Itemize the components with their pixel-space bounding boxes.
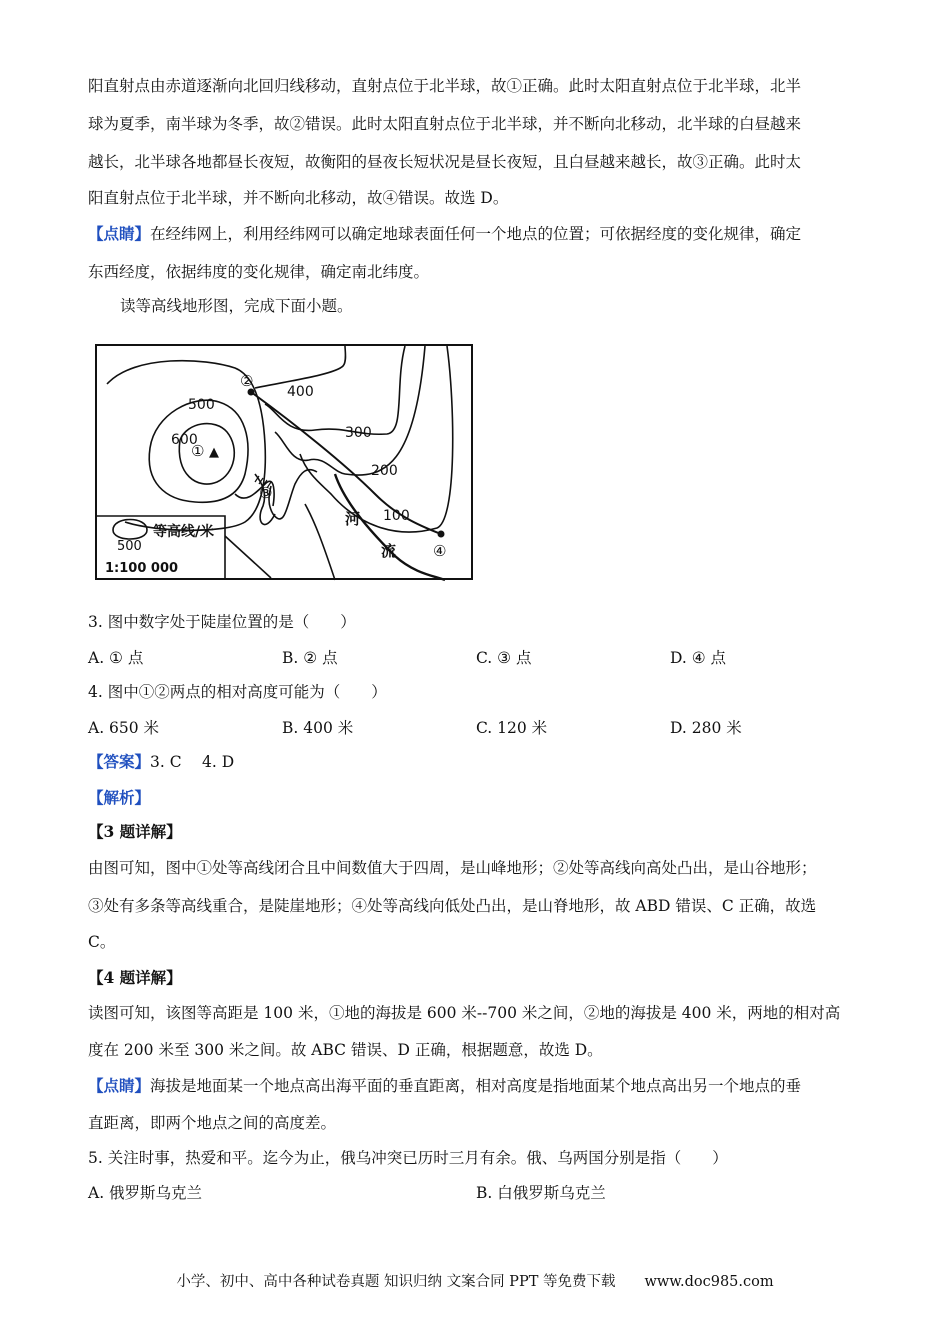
map-frame: [96, 345, 472, 579]
contour-map: [95, 344, 477, 584]
answer-line: [88, 752, 234, 772]
q4-option-d[interactable]: D. 280 米: [670, 719, 742, 737]
dianjing-block-1: [88, 224, 801, 244]
contour-label-600: 600: [171, 432, 198, 448]
dianjing-2-line-2: 直距离，即两个地点之间的高度差。: [88, 1114, 337, 1132]
paragraph-line-2: 球为夏季，南半球为冬季，故②错误。此时太阳直射点位于北半球，并不断向北移动，北半球的白昼越来: [88, 115, 802, 133]
q3-detail-tag: 【3 题详解】: [88, 822, 182, 841]
dianjing-2-text: 海拔是地面某一个地点高出海平面的垂直距离，相对高度是指地面某个地点高出另一个地点的垂: [150, 1077, 802, 1095]
q3-detail-line-1: 由图可知，图中①处等高线闭合且中间数值大于四周，是山峰地形；②处等高线向高处凸出，是山谷地形；: [88, 859, 817, 877]
legend-value: 500: [117, 539, 142, 554]
dianjing-text: 在经纬网上，利用经纬网可以确定地球表面任何一个地点的位置；可依据经度的变化规律，确定: [150, 225, 802, 243]
point-3-label: ③: [259, 484, 273, 502]
point-2-label: ②: [240, 372, 254, 390]
contour-label-100: 100: [383, 508, 410, 524]
analysis-tag: 【解析】: [88, 788, 151, 807]
q4-detail-tag: 【4 题详解】: [88, 968, 182, 987]
point-4-dot: [438, 531, 445, 538]
q4-stem: 4. 图中①②两点的相对高度可能为（ ）: [88, 683, 387, 701]
river-label-2: 流: [381, 542, 397, 560]
q4-option-a[interactable]: A. 650 米: [88, 719, 160, 737]
legend-label: 等高线/米: [153, 524, 215, 540]
contour-label-400: 400: [287, 384, 314, 400]
q3-option-b[interactable]: B. ② 点: [282, 649, 338, 667]
q3-detail-line-2: ③处有多条等高线重合，是陡崖地形；④处等高线向低处凸出，是山脊地形，故 ABD 错误、C 正确，故选: [88, 897, 817, 915]
paragraph-line-4: 阳直射点位于北半球，并不断向北移动，故④错误。故选 D。: [88, 189, 509, 207]
q3-option-a[interactable]: A. ① 点: [88, 649, 144, 667]
q4-detail-line-1: 读图可知，该图等高距是 100 米，①地的海拔是 600 米--700 米之间，②地的海拔是 400 米，两地的相对高: [88, 1004, 841, 1022]
scale-label: 1:100 000: [105, 561, 179, 576]
contour-label-500: 500: [188, 397, 215, 413]
q3-option-d[interactable]: D. ④ 点: [670, 649, 727, 667]
river-label-1: 河: [345, 510, 361, 528]
paragraph-line-3: 越长，北半球各地都昼长夜短，故衡阳的昼夜长短状况是昼长夜短，且白昼越来越长，故③正确。此时太: [88, 153, 802, 171]
q5-option-b[interactable]: B. 白俄罗斯乌克兰: [476, 1184, 606, 1202]
q4-detail-line-2: 度在 200 米至 300 米之间。故 ABC 错误、D 正确，根据题意，故选 D。: [88, 1041, 603, 1059]
q3-detail-line-3: C。: [88, 933, 116, 951]
page-footer: 小学、初中、高中各种试卷真题 知识归纳 文案合同 PPT 等免费下载 www.doc985.com: [176, 1274, 774, 1290]
q3-option-c[interactable]: C. ③ 点: [476, 649, 532, 667]
contour-label-300: 300: [345, 425, 372, 441]
answer-tag: 【答案】: [88, 752, 151, 771]
contour-label-200: 200: [371, 463, 398, 479]
q3-stem: 3. 图中数字处于陡崖位置的是（ ）: [88, 613, 356, 631]
dianjing-tag: 【点睛】: [88, 224, 151, 243]
dianjing-line-2: 东西经度，依据纬度的变化规律，确定南北纬度。: [88, 263, 430, 281]
q4-option-b[interactable]: B. 400 米: [282, 719, 354, 737]
intro-text: 读等高线地形图，完成下面小题。: [120, 297, 353, 315]
q4-option-c[interactable]: C. 120 米: [476, 719, 548, 737]
point-1-label: ①: [191, 442, 205, 460]
paragraph-line-1: 阳直射点由赤道逐渐向北回归线移动，直射点位于北半球，故①正确。此时太阳直射点位于北半球，北半: [88, 77, 802, 95]
q5-stem: 5. 关注时事，热爱和平。迄今为止，俄乌冲突已历时三月有余。俄、乌两国分别是指（ ）: [88, 1149, 728, 1167]
peak-triangle-icon: ▲: [209, 445, 219, 460]
answer-text: 3. C 4. D: [150, 753, 235, 771]
point-4-label: ④: [433, 542, 447, 560]
dianjing-2-tag: 【点睛】: [88, 1076, 151, 1095]
dianjing-block-2: [88, 1076, 801, 1096]
q5-option-a[interactable]: A. 俄罗斯乌克兰: [88, 1184, 203, 1202]
